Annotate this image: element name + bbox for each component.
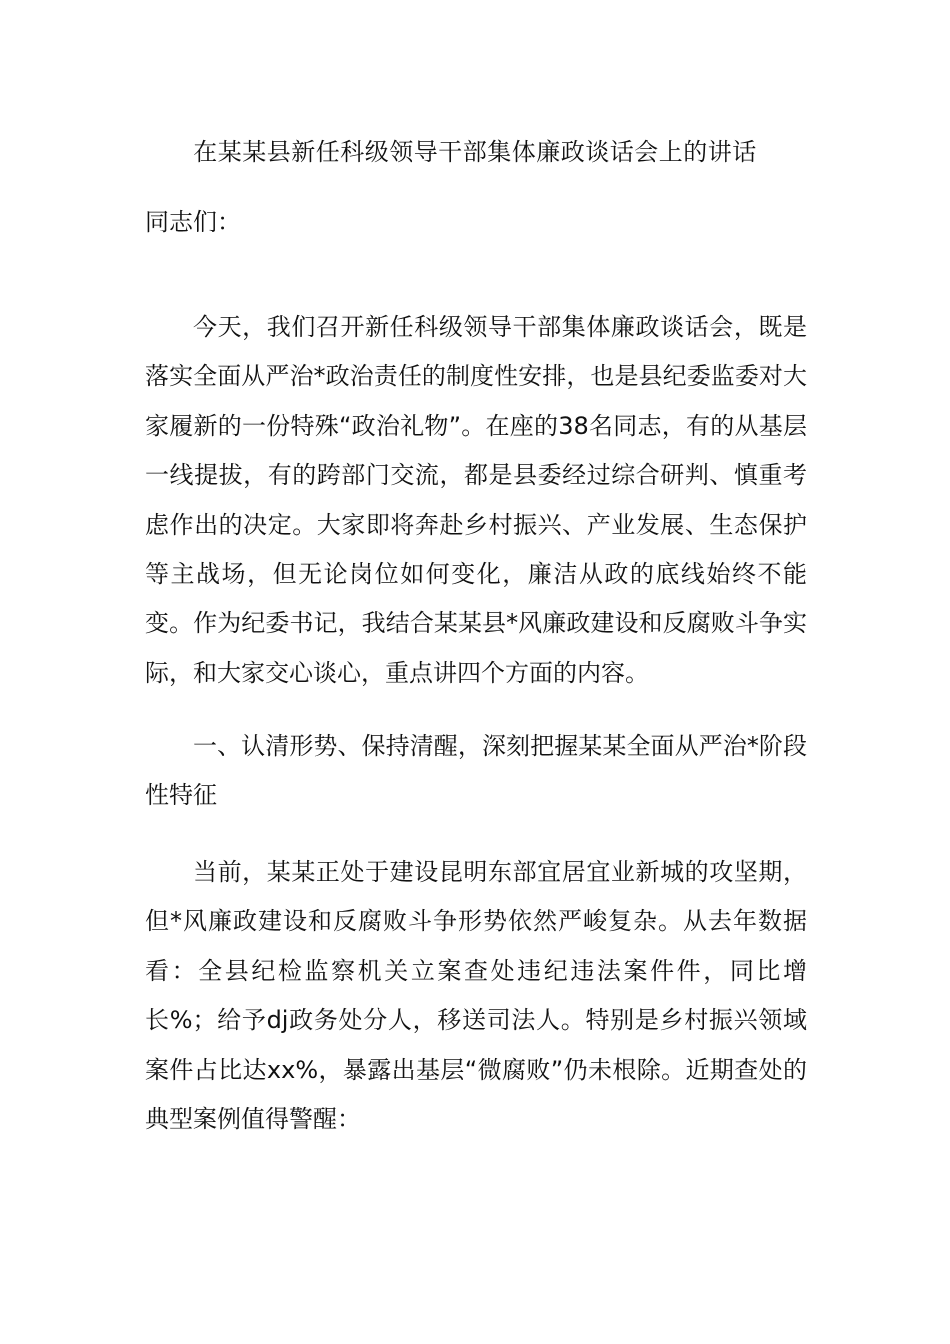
paragraph-intro: 今天，我们召开新任科级领导干部集体廉政谈话会，既是落实全面从严治*政治责任的制度性安排，也是县纪委监委对大家履新的一份特殊“政治礼物”。在座的38名同志，有的从基层一线提拔，有的跨部门交流，都是县委经过综合研判、慎重考虑作出的决定。大家即将奔赴乡村振兴、产业发展、生态保护等主战场，但无论岗位如何变化，廉洁从政的底线始终不能变。作为纪委书记，我结合某某县*风廉政建设和反腐败斗争实际，和大家交心谈心，重点讲四个方面的内容。 <box>145 313 807 687</box>
section-heading-1: 一、认清形势、保持清醒，深刻把握某某全面从严治*阶段性特征 <box>145 732 807 810</box>
document-title: 在某某县新任科级领导干部集体廉政谈话会上的讲话 <box>193 138 757 166</box>
paragraph-situation: 当前，某某正处于建设昆明东部宜居宜业新城的攻坚期，但*风廉政建设和反腐败斗争形势依然严峻复杂。从去年数据看：全县纪检监察机关立案查处违纪违法案件件，同比增长%；给予dj政务处分人，移送司法人。特别是乡村振兴领域案件占比达xx%，暴露出基层“微腐败”仍未根除。近期查处的典型案例值得警醒： <box>145 858 807 1134</box>
salutation: 同志们： <box>145 208 241 236</box>
